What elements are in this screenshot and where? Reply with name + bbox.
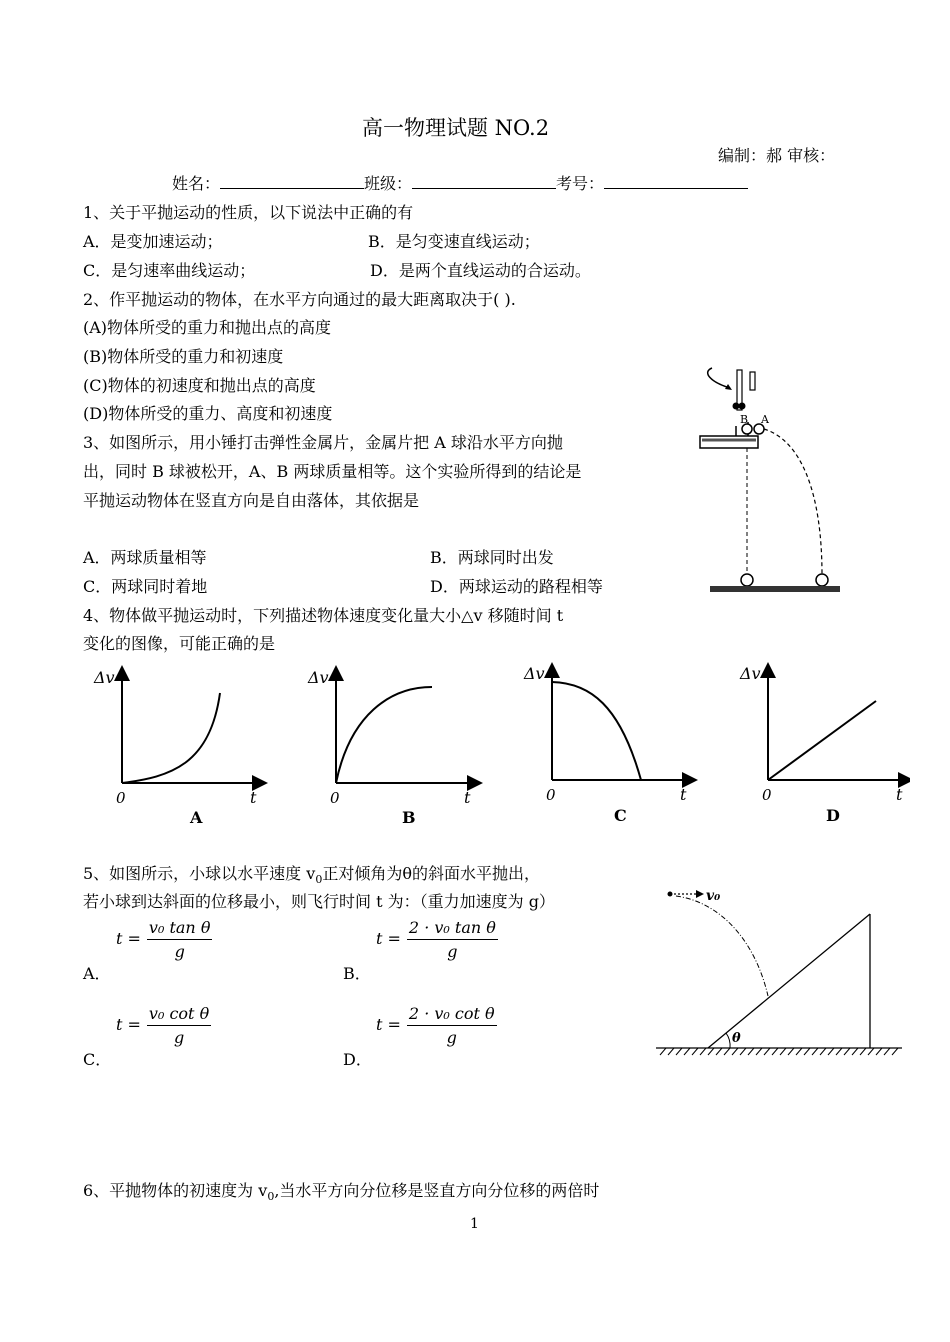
q6-stem-sub: 0 xyxy=(267,1190,275,1204)
origin-label: 0 xyxy=(116,789,126,807)
x-axis-label: t xyxy=(250,788,257,807)
q5-formula-c xyxy=(116,1004,211,1047)
graph-label-b: B xyxy=(402,808,416,827)
q6-stem xyxy=(83,1178,599,1203)
trajectory xyxy=(676,896,768,996)
q6-stem-pre: 6、平抛物体的初速度为 v xyxy=(83,1181,268,1200)
x-axis-label: t xyxy=(464,788,471,807)
graph-a xyxy=(93,668,260,827)
t-equals: t = xyxy=(116,1015,141,1034)
q3-option-a: A．两球质量相等 xyxy=(83,548,207,567)
theta-label: θ xyxy=(732,1031,741,1046)
class-label: 班级： xyxy=(364,174,413,193)
page-title: 高一物理试题 NO.2 xyxy=(362,116,550,140)
q3-apparatus-figure xyxy=(690,360,850,605)
velocity-arrow-head xyxy=(696,890,704,898)
graph-b xyxy=(307,668,475,827)
q5-option-d: D． xyxy=(343,1050,372,1069)
ball xyxy=(668,892,673,897)
angle-arc xyxy=(726,1033,730,1048)
q1-option-a: A．是变加速运动； xyxy=(83,232,223,251)
ground-hatching xyxy=(660,1048,898,1055)
t-equals: t = xyxy=(376,1015,401,1034)
q3-line-1: 3、如图所示，用小锤打击弹性金属片，金属片把 A 球沿水平方向抛 xyxy=(83,433,563,452)
q6-stem-post: ,当水平方向分位移是竖直方向分位移的两倍时 xyxy=(274,1181,600,1200)
x-axis-label: t xyxy=(680,785,687,804)
graph-c xyxy=(523,664,690,825)
q3-option-c: C．两球同时着地 xyxy=(83,577,208,596)
curve-b xyxy=(336,687,432,783)
numerator: v₀ cot θ xyxy=(147,1004,211,1026)
ball-b-landed xyxy=(741,574,753,586)
origin-label: 0 xyxy=(762,786,772,804)
editor-line: 编制：郝 审核： xyxy=(718,146,836,165)
exam-no-blank[interactable] xyxy=(604,172,748,189)
q2-option-a: (A)物体所受的重力和抛出点的高度 xyxy=(83,318,332,337)
ground xyxy=(710,586,840,592)
q5-line-2: 若小球到达斜面的位移最小，则飞行时间 t 为：（重力加速度为 g） xyxy=(83,892,555,911)
q5-option-a: A． xyxy=(83,964,111,983)
q5-formula-b xyxy=(376,918,498,961)
q2-option-b: (B)物体所受的重力和初速度 xyxy=(83,347,284,366)
hammer-head xyxy=(733,403,740,410)
q5-line-1-sub: 0 xyxy=(315,873,323,887)
graph-label-d: D xyxy=(826,806,840,825)
exam-no-label: 考号： xyxy=(556,174,605,193)
q5-option-c: C． xyxy=(83,1050,112,1069)
q5-incline-figure xyxy=(650,880,910,1060)
y-axis-label: Δv xyxy=(740,664,761,683)
denominator: g xyxy=(173,1028,185,1047)
y-axis-label: Δv xyxy=(524,664,545,683)
denominator: g xyxy=(447,942,458,961)
q3-option-b: B．两球同时出发 xyxy=(430,548,554,567)
class-blank[interactable] xyxy=(412,172,556,189)
numerator: v₀ tan θ xyxy=(147,918,213,940)
graph-d xyxy=(739,664,906,825)
origin-label: 0 xyxy=(330,789,340,807)
ball-a-path xyxy=(764,429,822,575)
q4-line-1: 4、物体做平抛运动时，下列描述物体速度变化量大小△v 移随时间 t xyxy=(83,606,564,625)
ball-a-landed xyxy=(816,574,828,586)
q3-option-d: D．两球运动的路程相等 xyxy=(430,577,603,596)
q5-line-1-pre: 5、如图所示，小球以水平速度 v xyxy=(83,864,316,883)
t-equals: t = xyxy=(376,929,401,948)
q4-graphs xyxy=(90,655,910,835)
q2-option-c: (C)物体的初速度和抛出点的高度 xyxy=(83,376,316,395)
q5-option-b: B． xyxy=(343,964,371,983)
metal-strip xyxy=(750,372,755,390)
label-b: B xyxy=(740,413,749,426)
platform xyxy=(700,436,758,448)
q1-stem: 1、关于平抛运动的性质，以下说法中正确的有 xyxy=(83,203,414,222)
q1-option-d: D．是两个直线运动的合运动。 xyxy=(370,261,591,280)
name-label: 姓名： xyxy=(172,174,221,193)
student-info-row xyxy=(172,171,748,194)
q5-line-1-post: 正对倾角为θ的斜面水平抛出， xyxy=(322,864,540,883)
denominator: g xyxy=(174,942,185,961)
denominator: g xyxy=(446,1028,457,1047)
q5-line-1 xyxy=(83,861,540,886)
graph-label-c: C xyxy=(614,806,627,825)
line-d xyxy=(768,701,876,780)
name-blank[interactable] xyxy=(220,172,364,189)
origin-label: 0 xyxy=(546,786,556,804)
q1-option-c: C．是匀速率曲线运动； xyxy=(83,261,256,280)
incline-surface xyxy=(708,914,870,1048)
graph-label-a: A xyxy=(190,808,203,827)
t-equals: t = xyxy=(116,929,141,948)
curve-c xyxy=(552,682,641,780)
numerator: 2 · v₀ cot θ xyxy=(407,1004,497,1026)
q1-option-b: B．是匀变速直线运动； xyxy=(368,232,540,251)
numerator: 2 · v₀ tan θ xyxy=(407,918,498,940)
label-a: A xyxy=(761,413,769,426)
hammer-swing-arrow xyxy=(708,368,730,388)
q5-formula-d xyxy=(376,1004,497,1047)
page-number: 1 xyxy=(470,1216,479,1232)
q2-stem: 2、作平抛运动的物体，在水平方向通过的最大距离取决于( ). xyxy=(83,290,516,309)
curve-a xyxy=(122,693,220,783)
y-axis-label: Δv xyxy=(308,668,329,687)
hammer-head-2 xyxy=(739,403,746,410)
q2-option-d: (D)物体所受的重力、高度和初速度 xyxy=(83,404,333,423)
q3-line-3: 平抛运动物体在竖直方向是自由落体，其依据是 xyxy=(83,491,420,510)
q5-formula-a xyxy=(116,918,212,961)
q4-line-2: 变化的图像，可能正确的是 xyxy=(83,634,276,653)
q3-line-2: 出，同时 B 球被松开，A、B 两球质量相等。这个实验所得到的结论是 xyxy=(83,462,582,481)
y-axis-label: Δv xyxy=(94,668,115,687)
x-axis-label: t xyxy=(896,785,903,804)
v0-label: v₀ xyxy=(706,888,721,904)
